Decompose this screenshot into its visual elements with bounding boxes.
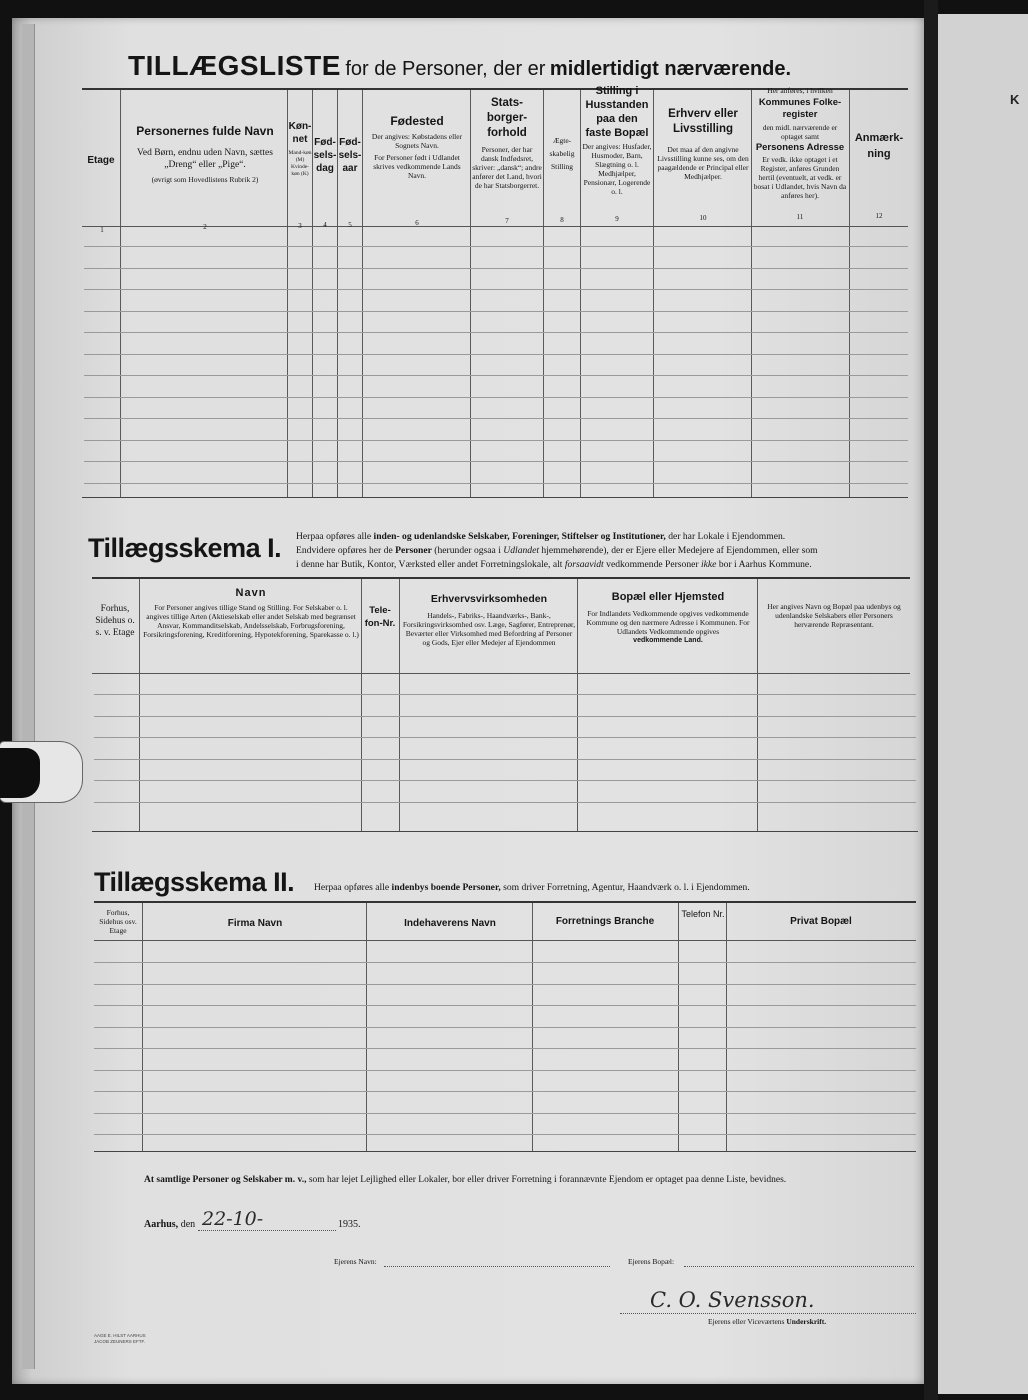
owner-name-line (384, 1266, 610, 1267)
s2-col-address-header: Privat Bopæl (790, 916, 852, 927)
skema1-line2-mid: (herunder ogsaa i (434, 545, 501, 556)
date-line (144, 1219, 195, 1230)
col-citizenship-title: Stats-borger-forhold (486, 97, 528, 139)
skema1-column-divider (139, 579, 140, 831)
skema2-header-rule (94, 940, 916, 941)
col-occupation-title: Erhverv eller Livsstilling (668, 108, 738, 135)
col-remark-header: Anmærk-ning (854, 132, 904, 160)
s1-col-etage-header: Forhus, Sidehus o. s. v. Etage (95, 604, 135, 638)
col-birthplace-sub2: For Personer født i Udlandet skrives vedkommende Lands Navn. (373, 153, 461, 180)
skema1-intro-line3 (296, 558, 910, 572)
s2-col-etage-header: Forhus, Sidehus osv. Etage (99, 908, 137, 935)
col-birthplace-sub: Der angives: Købstadens eller Sognets Navn. (371, 132, 463, 150)
skema1-row-line (94, 737, 916, 738)
s1-col-residence-title: Bopæl eller Hjemsted (611, 591, 725, 603)
title-bold2: midlertidigt nærværende. (549, 58, 792, 80)
skema2-row-line (94, 1005, 916, 1006)
main-row-line (84, 483, 908, 484)
main-row-line (84, 375, 908, 376)
col-8-number: 8 (560, 216, 564, 224)
main-column-divider (470, 90, 471, 497)
col-5-number: 5 (348, 221, 352, 229)
skema1-top-rule (92, 577, 910, 579)
s1-col-business-sub: Handels-, Fabriks-, Haandværks-, Bank-, Forsikringsvirksomhed osv. Læge, Sagfører, Entreprenør, Beværter eller Virksomhed med Befordring af Personer og Gods, Ejer eller Medejer af Ejendommen (402, 611, 576, 647)
signature-label-text: Ejerens eller Viceværtens (708, 1317, 785, 1326)
title-rest: for de Personer, der er (345, 58, 546, 80)
skema2-title: Tillægsskema II. (94, 867, 295, 897)
col-household-sub: Der angives: Husfader, Husmoder, Barn, Slægtning o. l. Medhjælper, Pensionær, Logerende o. l. (582, 142, 652, 196)
col-household-header (582, 84, 652, 196)
s2-col-branch-header: Forretnings Branche (555, 916, 655, 927)
owner-address-label: Ejerens Bopæl: (628, 1257, 675, 1266)
main-row-line (84, 461, 908, 462)
s2-col-firm-header: Firma Navn (227, 918, 283, 929)
signature-line (620, 1313, 916, 1314)
skema2-intro-bold: indenbys boende Personer, (391, 882, 501, 893)
col-sex-header (288, 120, 312, 178)
col-register-header (752, 86, 848, 200)
main-bottom-rule (82, 497, 908, 498)
col-register-mid: den midl. nærværende er optaget samt (762, 123, 838, 141)
skema2-row-line (94, 984, 916, 985)
col-register-title: Kommunes Folke-register (758, 97, 842, 120)
date-handwritten: 22-10- (202, 1208, 264, 1230)
col-register-title2: Personens Adresse (755, 142, 845, 153)
book-spine (924, 0, 938, 1400)
page-clip-tab (0, 742, 82, 802)
col-birthday-header: Fød-sels-dag (313, 137, 337, 174)
col-6-number: 6 (415, 219, 419, 227)
main-row-line (84, 332, 908, 333)
skema1-line3-pre: i denne har Butik, Kontor, Værksted eller andet Forretningslokale, alt (296, 559, 563, 570)
s1-col-representative-header (760, 602, 908, 629)
owner-address-line (684, 1266, 914, 1267)
col-name-sub2: (øvrigt som Hovedlistens Rubrik 2) (151, 175, 259, 184)
col-11-number: 11 (796, 213, 804, 221)
skema1-intro-post: der har Lokale i Ejendommen. (668, 531, 786, 542)
skema2-intro-post: som driver Forretning, Agentur, Haandværk o. l. i Ejendommen. (503, 882, 750, 893)
title-bold: TILLÆGSLISTE (128, 50, 341, 81)
main-row-line (84, 289, 908, 290)
col-occupation-header (656, 107, 750, 181)
skema2-row-line (94, 1048, 916, 1049)
col-citizenship-sub: Personer, der har dansk Indfødsret, skriver: „dansk“; andre anfører det Land, hvori de har Statsborgerret. (472, 145, 542, 190)
s1-col-name-title: Navn (235, 587, 267, 599)
col-12-number: 12 (875, 212, 883, 220)
s1-col-business-header (402, 592, 576, 647)
col-occupation-sub: Det maa af den angivne Livsstilling kunne ses, om den paagældende er Principal eller Medhjælper. (657, 145, 749, 181)
col-1-number: 1 (100, 226, 104, 234)
skema1-line3-ital: forsaavidt (564, 559, 604, 570)
col-etage-header: Etage (87, 155, 115, 166)
s1-col-name-header (142, 586, 360, 639)
skema1-row-line (94, 759, 916, 760)
attestation-rest: som har lejet Lejlighed eller Lokaler, bor eller driver Forretning i forannævnte Ejendom er optaget paa denne Liste, bevidnes. (308, 1175, 787, 1185)
skema1-line2-ital: Udlandet (503, 545, 540, 556)
main-row-line (84, 418, 908, 419)
skema2-row-line (94, 1113, 916, 1114)
page-title (128, 50, 898, 84)
s1-col-representative-sub: Her angives Navn og Bopæl paa udenbys og udenlandske Selskabers eller Personers herværende Repræsentant. (767, 602, 901, 629)
signature-handwritten: C. O. Svensson. (650, 1288, 815, 1312)
skema2-top-rule (94, 901, 916, 903)
skema1-intro-bold: inden- og udenlandske Selskaber, Foreninger, Stiftelser og Institutioner, (373, 531, 666, 542)
adjacent-page (938, 14, 1028, 1394)
col-name-title: Personernes fulde Navn (136, 124, 274, 138)
skema1-line2-post: hjemmehørende), der er Ejere eller Medejere af Ejendommen, eller som (541, 545, 818, 556)
main-column-divider (653, 90, 654, 497)
main-row-line (84, 268, 908, 269)
col-register-sub: Er vedk. ikke optaget i et Register, anføres Grunden hertil (eventuelt, at vedk. er bosat i Udlandet, hvis Navn da anføres her). (753, 155, 847, 200)
main-column-divider (120, 90, 121, 497)
s2-col-phone-header: Telefon Nr. (681, 909, 725, 919)
skema1-column-divider (399, 579, 400, 831)
main-row-line (84, 354, 908, 355)
col-4-number: 4 (323, 221, 327, 229)
skema1-bottom-rule (92, 831, 918, 832)
col-birthplace-title: Fødested (390, 114, 444, 128)
page-binding-strip (22, 24, 35, 1369)
skema1-intro-line1 (296, 530, 910, 544)
skema1-row-line (94, 716, 916, 717)
main-column-divider (362, 90, 363, 497)
attestation-text (144, 1175, 924, 1185)
year-label: 1935. (338, 1219, 361, 1230)
skema2-row-line (94, 1091, 916, 1092)
signature-label (708, 1317, 826, 1326)
skema1-line2-pre: Endvidere opføres her de (296, 545, 393, 556)
skema1-row-line (94, 694, 916, 695)
col-7-number: 7 (505, 217, 509, 225)
skema1-column-divider (757, 579, 758, 831)
skema1-intro-line2 (296, 544, 910, 558)
col-birthplace-header (364, 114, 470, 180)
s1-col-residence-sub: For Indlandets Vedkommende opgives vedkommende Kommune og den nærmere Adresse i Kommunen. For Udlandets Vedkommende opgives (586, 609, 750, 636)
main-column-divider (580, 90, 581, 497)
adjacent-page-letter: K (1010, 92, 1020, 107)
s1-col-residence-sub2: vedkommende Land. (633, 637, 703, 644)
attestation-bold: At samtlige Personer og Selskaber m. v., (144, 1175, 307, 1185)
col-sex-title: Køn-net (288, 121, 312, 145)
col-marital-title: Ægte-skabelig Stilling (549, 136, 575, 171)
col-3-number: 3 (298, 222, 302, 230)
col-2-number: 2 (203, 223, 207, 231)
skema2-row-line (94, 1070, 916, 1071)
skema1-column-divider (577, 579, 578, 831)
skema1-line3-post: bor i Aarhus Kommune. (718, 559, 812, 570)
skema1-header-rule (92, 673, 910, 674)
s1-col-residence-header (580, 590, 756, 645)
skema1-line2-bold: Personer (395, 545, 432, 556)
col-marital-header (544, 134, 580, 173)
col-birthyear-header: Fød-sels-aar (338, 137, 362, 174)
col-register-pre: Her anføres, i hvilken (767, 86, 833, 95)
col-name-header (124, 124, 286, 184)
place-label: Aarhus, (144, 1219, 179, 1230)
printer-imprint: AAGE E. HILST AARHUS JACOB ZEUNERS EFTF. (94, 1333, 146, 1344)
owner-name-label: Ejerens Navn: (334, 1257, 377, 1266)
den-label: den (180, 1219, 196, 1230)
s1-col-phone-header: Tele-fon-Nr. (364, 605, 396, 629)
skema2-bottom-rule (94, 1151, 916, 1152)
skema2-intro (314, 882, 750, 893)
col-name-sub: Ved Børn, endnu uden Navn, sættes „Dreng“ eller „Pige“. (137, 148, 273, 170)
main-row-line (84, 311, 908, 312)
s1-col-business-title: Erhvervsvirksomheden (430, 593, 548, 605)
skema1-title: Tillægsskema I. (88, 533, 282, 563)
signature-label-bold: Underskrift. (786, 1317, 827, 1326)
skema1-line3-ital2: ikke (701, 559, 717, 570)
s1-col-name-sub: For Personer angives tillige Stand og Stilling. For Selskaber o. l. angives tillige Arten (Aktieselskab eller andet Selskab med begrænset Ansvar, Kommanditselskab, Andelsselskab, Forbrugsforening, Forsikringsforening, Kreditforening, Hypotekforening, Sparekasse o. l.) (143, 603, 359, 639)
skema1-intro-pre: Herpaa opføres alle (296, 531, 372, 542)
col-9-number: 9 (615, 215, 619, 223)
date-dotted-line (198, 1230, 336, 1231)
col-household-title: Stilling i Husstanden paa den faste Bopæl (585, 85, 649, 139)
col-10-number: 10 (699, 214, 707, 222)
skema1-row-line (94, 802, 916, 803)
skema1-intro (296, 530, 910, 572)
skema1-row-line (94, 780, 916, 781)
main-row-line (84, 440, 908, 441)
skema2-row-line (94, 1134, 916, 1135)
skema2-row-line (94, 1027, 916, 1028)
skema2-intro-pre: Herpaa opføres alle (314, 882, 390, 893)
skema2-row-line (94, 962, 916, 963)
col-sex-sub: Mand-køn (M) Kvinde-køn (K) (288, 150, 312, 177)
skema1-line3-mid: vedkommende Personer (606, 559, 699, 570)
main-row-line (84, 246, 908, 247)
main-row-line (84, 397, 908, 398)
col-citizenship-header (472, 96, 542, 190)
s2-col-owner-header: Indehaverens Navn (404, 918, 496, 929)
